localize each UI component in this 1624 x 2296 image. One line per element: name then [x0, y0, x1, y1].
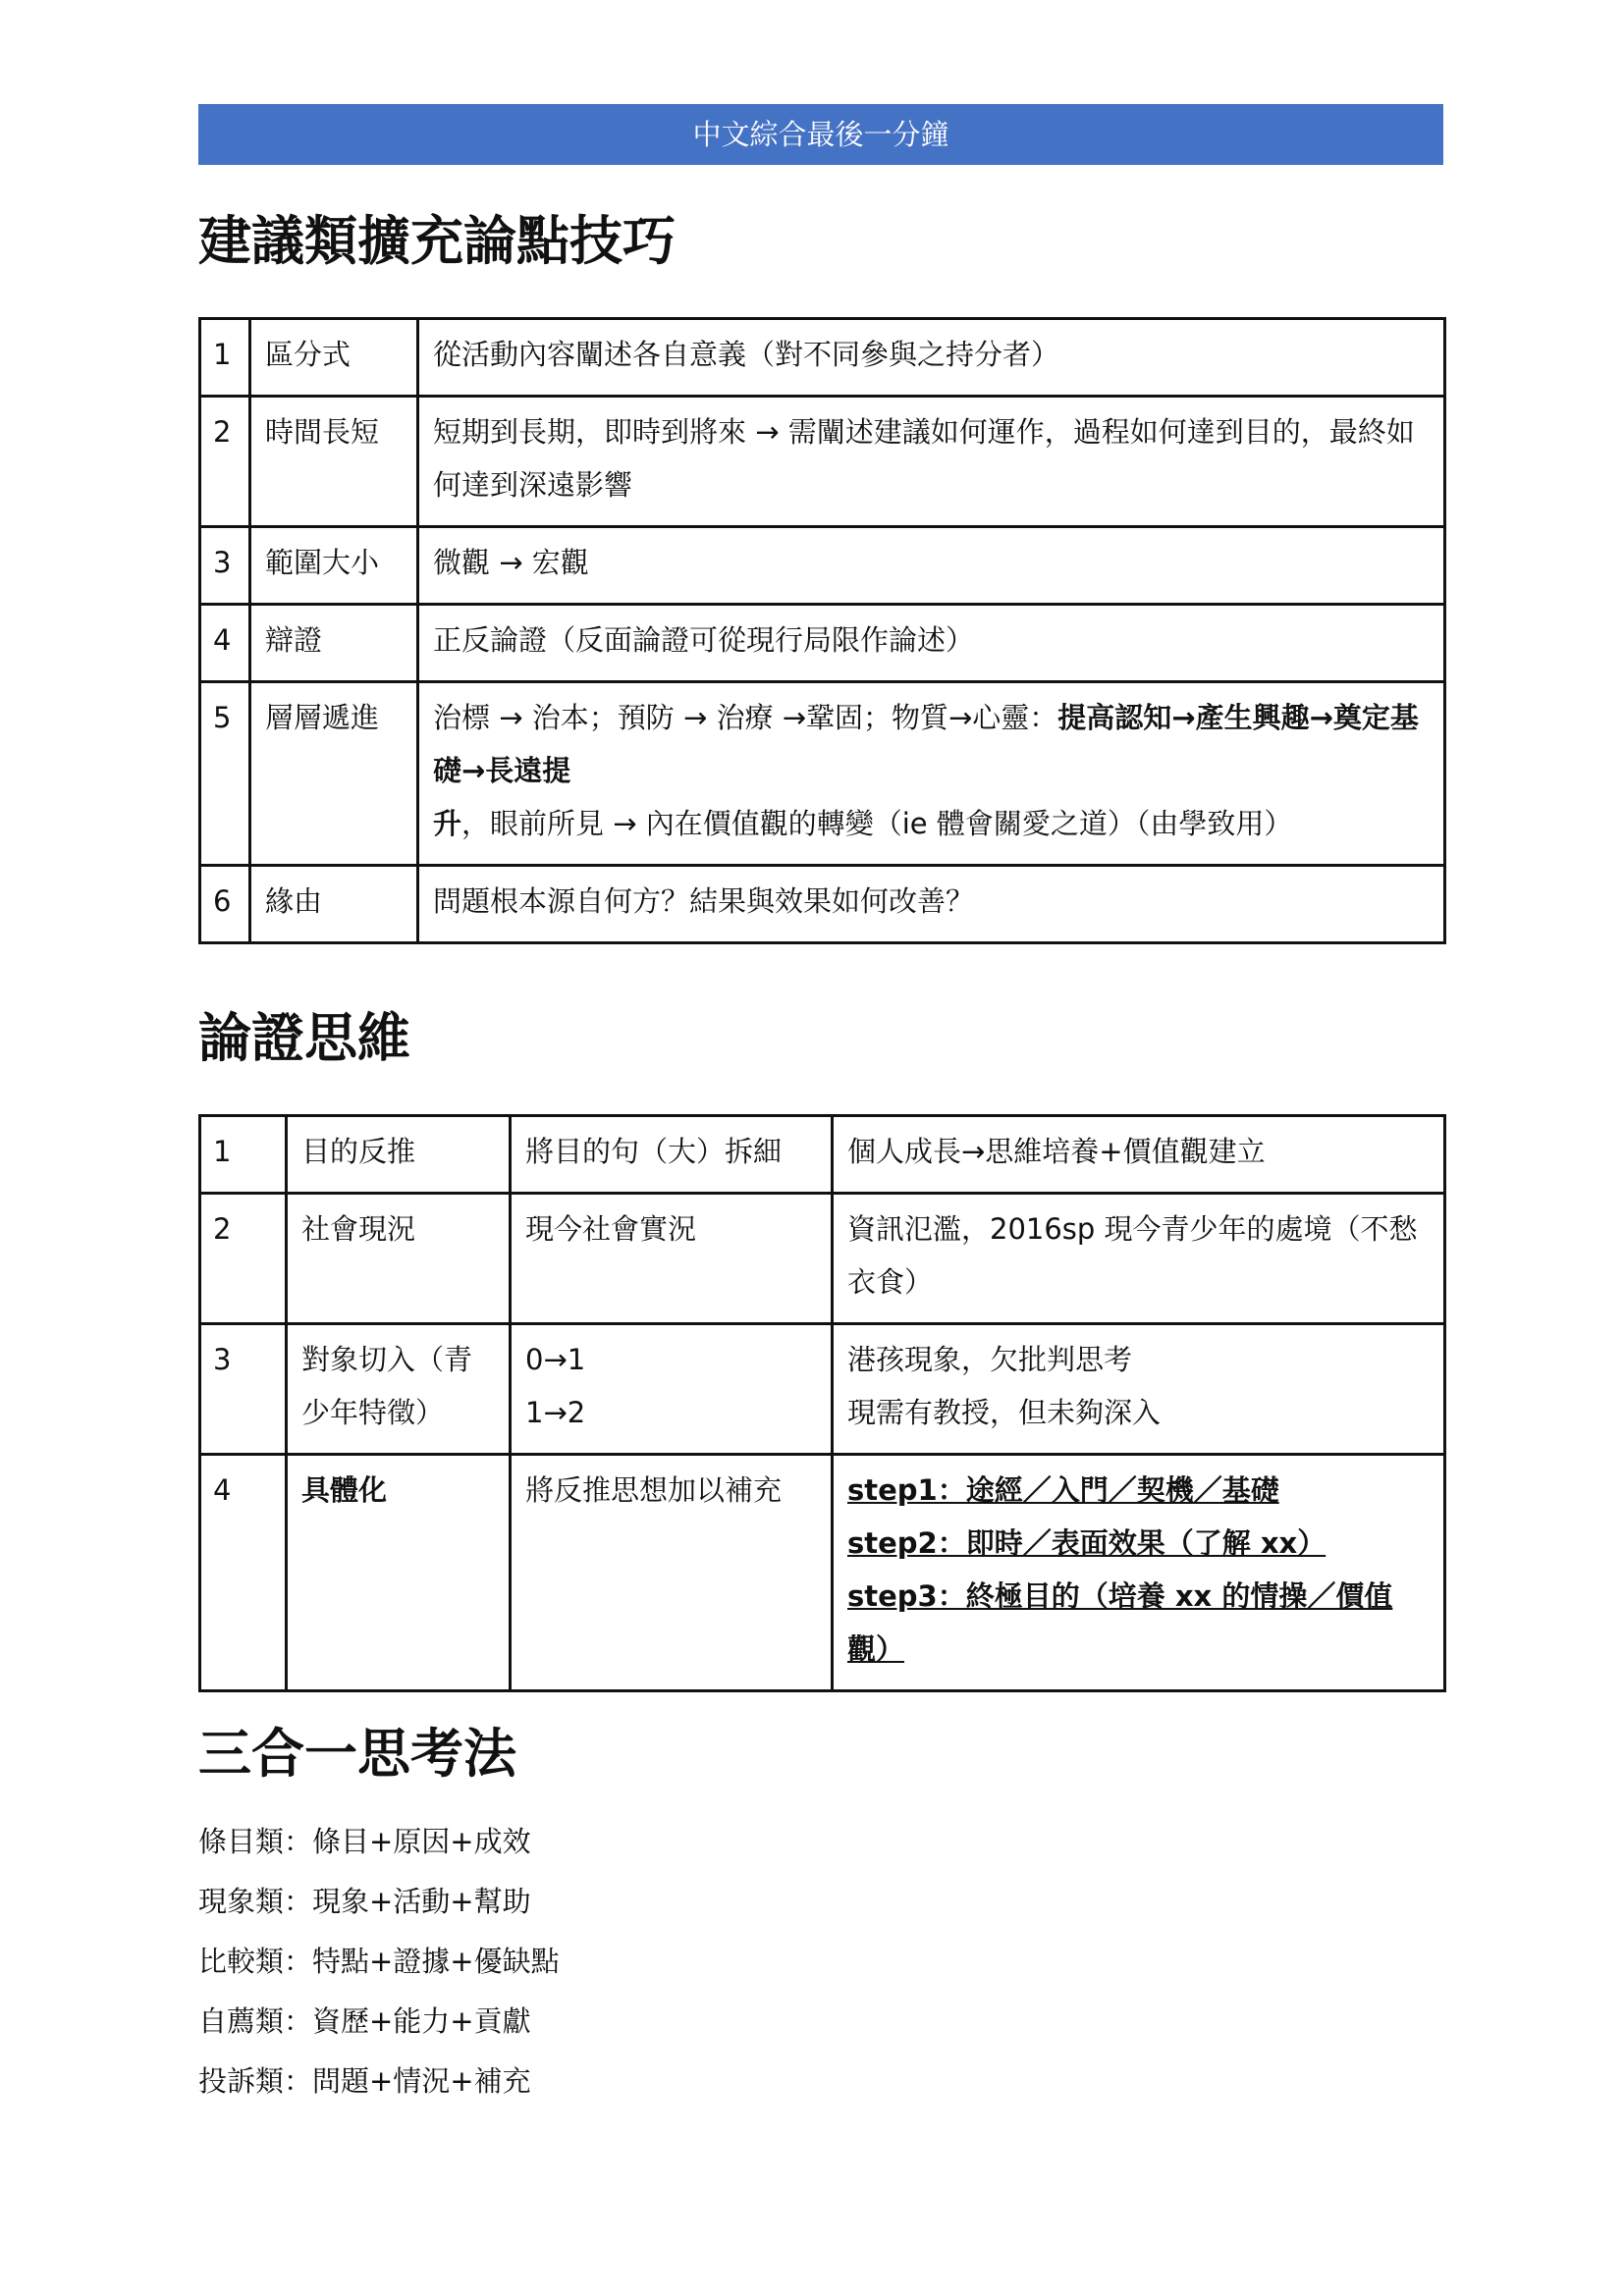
row-method: 將目的句（大）拆細: [511, 1116, 833, 1194]
row-example: 資訊氾濫，2016sp 現今青少年的處境（不愁衣食）: [833, 1194, 1445, 1324]
step-line: step2：即時／表面效果（了解 xx）: [847, 1526, 1326, 1560]
row-label: 時間長短: [250, 397, 418, 527]
row-number: 3: [200, 527, 250, 605]
table-row: [200, 527, 1445, 605]
suggestion-techniques-table: [198, 317, 1446, 944]
row-label: 層層遞進: [250, 682, 418, 866]
row-label: 社會現況: [287, 1194, 511, 1324]
formula-item: 自薦類：資歷+能力+貢獻: [198, 2004, 531, 2038]
row-description: 問題根本源自何方？結果與效果如何改善？: [418, 866, 1445, 943]
row-number: 5: [200, 682, 250, 866]
row-label: 緣由: [250, 866, 418, 943]
row-description: 從活動內容闡述各自意義（對不同參與之持分者）: [418, 319, 1445, 397]
row-label: 具體化: [287, 1455, 511, 1691]
row-description: 正反論證（反面論證可從現行局限作論述）: [418, 605, 1445, 682]
row-description: [418, 682, 1445, 866]
section-title-suggestion: 建議類擴充論點技巧: [198, 210, 676, 272]
section-title-argument: 論證思維: [198, 1007, 410, 1069]
row-number: 1: [200, 1116, 287, 1194]
row-method: 現今社會實況: [511, 1194, 833, 1324]
table-row: [200, 605, 1445, 682]
row-description: 短期到長期，即時到將來 → 需闡述建議如何運作，過程如何達到目的，最終如何達到深遠影響: [418, 397, 1445, 527]
description-text: ，眼前所見 → 內在價值觀的轉變（ie 體會關愛之道）（由學致用）: [461, 807, 1293, 840]
description-emphasis: 提高認知→產生興趣→奠定基礎→長遠提升: [433, 701, 1419, 840]
table-row: [200, 1455, 1445, 1691]
page-header-bar: [198, 104, 1443, 165]
row-method: [511, 1324, 833, 1455]
example-line: 港孩現象，欠批判思考: [847, 1343, 1133, 1376]
row-number: 1: [200, 319, 250, 397]
row-number: 4: [200, 1455, 287, 1691]
row-number: 3: [200, 1324, 287, 1455]
row-label: 區分式: [250, 319, 418, 397]
table-row: [200, 319, 1445, 397]
argument-thinking-table: [198, 1114, 1446, 1692]
row-number: 4: [200, 605, 250, 682]
section-title-three-in-one: 三合一思考法: [198, 1723, 516, 1785]
row-example: 個人成長→思維培養+價值觀建立: [833, 1116, 1445, 1194]
description-text: 治標 → 治本；預防 → 治療 →鞏固；物質→心靈：: [433, 701, 1058, 734]
method-line: 1→2: [525, 1396, 586, 1429]
row-number: 2: [200, 397, 250, 527]
row-label: 對象切入（青少年特徵）: [287, 1324, 511, 1455]
row-description: 微觀 → 宏觀: [418, 527, 1445, 605]
table-row: [200, 1194, 1445, 1324]
step-line: step1：途經／入門／契機／基礎: [847, 1473, 1279, 1507]
row-label: 目的反推: [287, 1116, 511, 1194]
row-number: 6: [200, 866, 250, 943]
table-row: [200, 1324, 1445, 1455]
formula-item: 比較類：特點+證據+優缺點: [198, 1945, 560, 1978]
step-line: step3：終極目的（培養 xx 的情操／價值觀）: [847, 1579, 1393, 1666]
example-line: 現需有教授，但未夠深入: [847, 1396, 1162, 1429]
row-example: [833, 1455, 1445, 1691]
table-row: [200, 682, 1445, 866]
method-line: 0→1: [525, 1343, 586, 1376]
row-method: 將反推思想加以補充: [511, 1455, 833, 1691]
table-row: [200, 1116, 1445, 1194]
row-example: [833, 1324, 1445, 1455]
row-label: 範圍大小: [250, 527, 418, 605]
formula-item: 條目類：條目+原因+成效: [198, 1825, 531, 1858]
formula-item: 現象類：現象+活動+幫助: [198, 1885, 531, 1918]
header-title: 中文綜合最後一分鐘: [692, 118, 949, 151]
row-label: 辯證: [250, 605, 418, 682]
formula-item: 投訴類：問題+情況+補充: [198, 2064, 531, 2098]
table-row: [200, 397, 1445, 527]
table-row: [200, 866, 1445, 943]
row-number: 2: [200, 1194, 287, 1324]
